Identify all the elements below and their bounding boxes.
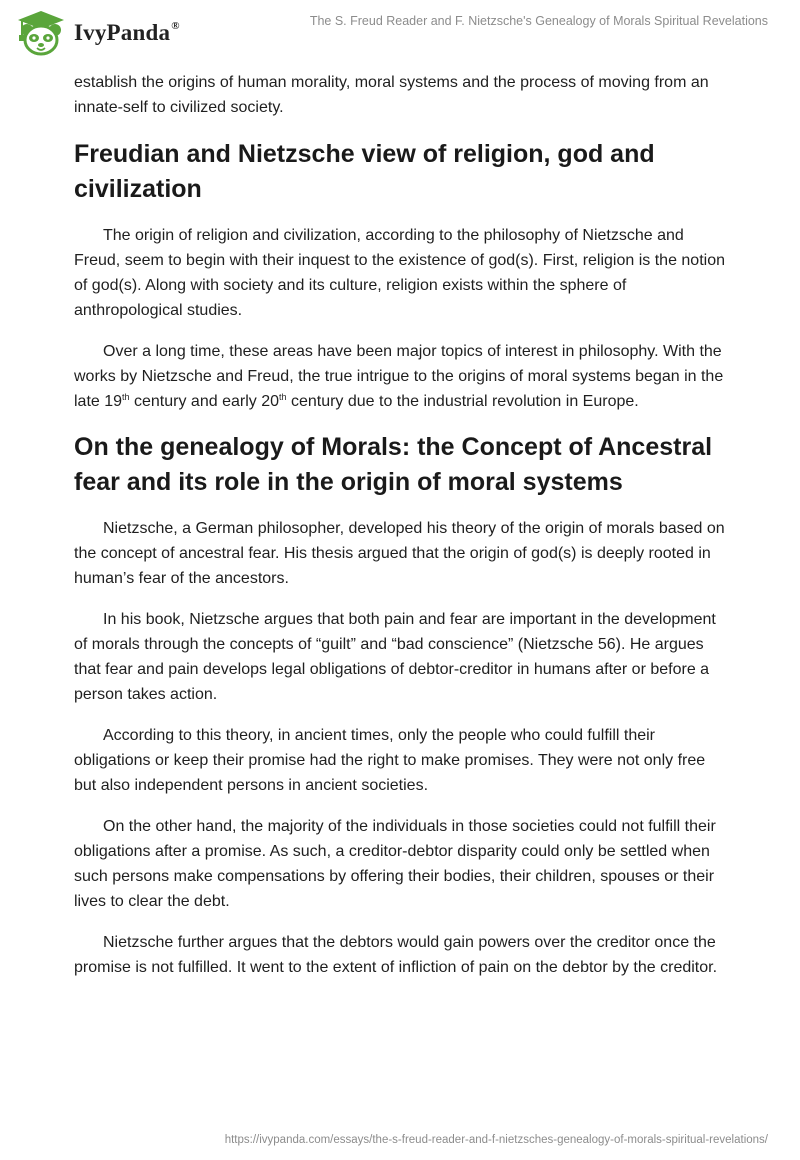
- brand-logo-link[interactable]: [14, 8, 180, 58]
- panda-graduate-icon: [14, 8, 68, 58]
- paragraph: According to this theory, in ancient times, only the people who could fulfill their obligations or keep their promise had the right to make promises. They were not only free but also independent persons in ancient societies.: [74, 727, 706, 794]
- page-header: [0, 0, 800, 64]
- paragraph: Over a long time, these areas have been major topics of interest in philosophy. With the works by Nietzsche and Freud, the true intrigue to the origins of moral systems began in the late 19th century and early 20th century due to the industrial revolution in Europe.: [74, 343, 724, 410]
- paragraph: The origin of religion and civilization, according to the philosophy of Nietzsche and Freud, seem to begin with their inquest to the existence of god(s). First, religion is the notion of god(s). Along with society and its culture, religion exists within the sphere of anthropological studies.: [74, 227, 725, 319]
- intro-continuation-paragraph: establish the origins of human morality, moral systems and the process of moving from an innate-self to civilized society.: [74, 74, 709, 116]
- essay-body: [74, 70, 726, 996]
- document-title: The S. Freud Reader and F. Nietzsche's Genealogy of Morals Spiritual Revelations: [309, 14, 768, 28]
- section-heading-religion: Freudian and Nietzsche view of religion, god and civilization: [74, 140, 655, 203]
- paragraph: Nietzsche, a German philosopher, developed his theory of the origin of morals based on the concept of ancestral fear. His thesis argued that the origin of god(s) is deeply rooted in human’s fear of the ancestors.: [74, 520, 725, 587]
- brand-name: IvyPanda®: [74, 20, 180, 45]
- paragraph: In his book, Nietzsche argues that both pain and fear are important in the development of morals through the concepts of “guilt” and “bad conscience” (Nietzsche 56). He argues that fear and pain develops legal obligations of debtor-creditor in humans after or before a person takes action.: [74, 611, 716, 703]
- section-heading-genealogy: On the genealogy of Morals: the Concept of Ancestral fear and its role in the origin of moral systems: [74, 433, 713, 496]
- paragraph: Nietzsche further argues that the debtors would gain powers over the creditor once the promise is not fulfilled. It went to the extent of infliction of pain on the debtor by the creditor.: [74, 934, 718, 976]
- source-url-link[interactable]: https://ivypanda.com/essays/the-s-freud-reader-and-f-nietzsches-genealogy-of-morals-spiritual-revelations/: [224, 1134, 768, 1146]
- paragraph: On the other hand, the majority of the individuals in those societies could not fulfill their obligations after a promise. As such, a creditor-debtor disparity could only be settled when such persons make compensations by offering their bodies, their children, spouses or their lives to clear the debt.: [74, 818, 716, 910]
